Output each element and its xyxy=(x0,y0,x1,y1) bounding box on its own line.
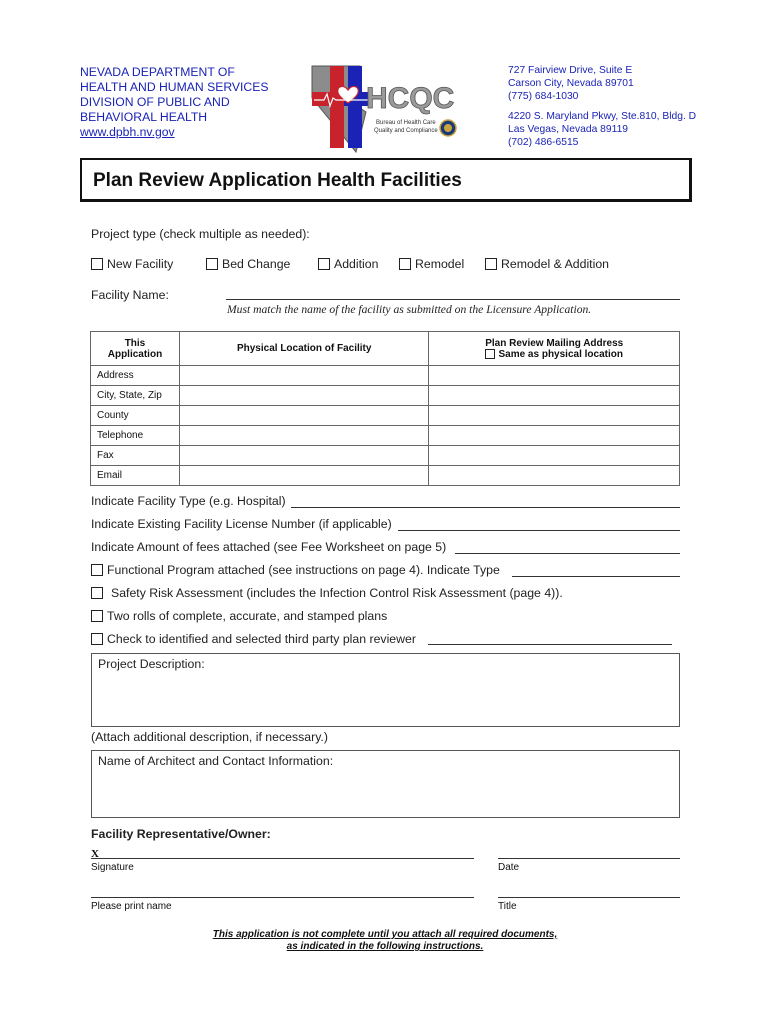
col-this-application: This Application xyxy=(91,332,180,366)
title-field[interactable] xyxy=(498,885,680,898)
fees-field[interactable] xyxy=(455,541,680,554)
website-link[interactable]: www.dpbh.nv.gov xyxy=(80,125,175,139)
print-name-label: Please print name xyxy=(91,901,172,912)
remodel-checkbox[interactable] xyxy=(399,258,411,270)
project-type-label: Project type (check multiple as needed): xyxy=(91,227,310,241)
office2-line-1: 4220 S. Maryland Pkwy, Ste.810, Bldg. D xyxy=(508,111,697,122)
office1-line-2: Carson City, Nevada 89701 xyxy=(508,78,634,89)
representative-heading: Facility Representative/Owner: xyxy=(91,827,271,841)
logo-sub-2: Quality and Compliance xyxy=(374,128,438,134)
same-as-physical-checkbox[interactable] xyxy=(485,349,495,359)
facility-name-note: Must match the name of the facility as submitted on the Licensure Application. xyxy=(227,303,592,316)
department-block xyxy=(80,65,269,140)
mailing-address-cell[interactable] xyxy=(429,366,680,386)
title-box xyxy=(80,158,692,202)
title-label: Title xyxy=(498,901,517,912)
mailing-email-cell[interactable] xyxy=(429,466,680,486)
print-name-field[interactable] xyxy=(91,885,474,898)
dept-line-1: NEVADA DEPARTMENT OF xyxy=(80,65,235,79)
office2-line-2: Las Vegas, Nevada 89119 xyxy=(508,124,629,135)
project-description-label: Project Description: xyxy=(98,657,205,671)
office1-line-3: (775) 684-1030 xyxy=(508,91,579,102)
page-title: Plan Review Application Health Facilities xyxy=(93,170,462,191)
option-addition[interactable]: Addition xyxy=(318,257,378,271)
dept-line-4: BEHAVIORAL HEALTH xyxy=(80,110,208,124)
attach-description-note: (Attach additional description, if necessary.) xyxy=(91,730,328,744)
functional-type-field[interactable] xyxy=(512,564,680,577)
functional-program-checkbox[interactable] xyxy=(91,564,103,576)
table-row xyxy=(91,406,680,426)
signature-label: Signature xyxy=(91,862,134,873)
footer-line-1: This application is not complete until you attach all required documents, xyxy=(212,929,558,940)
facility-type-label: Indicate Facility Type (e.g. Hospital) xyxy=(91,494,286,508)
functional-program-item[interactable]: Functional Program attached (see instructions on page 4). Indicate Type xyxy=(91,563,500,577)
bed-change-checkbox[interactable] xyxy=(206,258,218,270)
row-label: City, State, Zip xyxy=(91,386,180,406)
row-label: Address xyxy=(91,366,180,386)
row-label: Email xyxy=(91,466,180,486)
row-label: Fax xyxy=(91,446,180,466)
facility-name-label: Facility Name: xyxy=(91,288,169,302)
mailing-telephone-cell[interactable] xyxy=(429,426,680,446)
fees-label: Indicate Amount of fees attached (see Fee Worksheet on page 5) xyxy=(91,540,447,554)
col-mailing-address: Plan Review Mailing Address Same as physical location xyxy=(429,332,680,366)
mailing-county-cell[interactable] xyxy=(429,406,680,426)
logo-sub-1: Bureau of Health Care xyxy=(376,120,436,126)
col-physical-location: Physical Location of Facility xyxy=(179,332,429,366)
logo-text: HCQC xyxy=(366,82,455,115)
stamped-plans-checkbox[interactable] xyxy=(91,610,103,622)
option-remodel-addition[interactable]: Remodel & Addition xyxy=(485,257,609,271)
table-row xyxy=(91,446,680,466)
option-bed-change[interactable]: Bed Change xyxy=(206,257,290,271)
option-remodel[interactable]: Remodel xyxy=(399,257,464,271)
table-header-row xyxy=(91,332,680,366)
office-addresses xyxy=(508,64,696,149)
stamped-plans-item[interactable]: Two rolls of complete, accurate, and stamped plans xyxy=(91,609,387,623)
project-description-box[interactable] xyxy=(91,653,680,727)
physical-telephone-cell[interactable] xyxy=(179,426,429,446)
facility-type-field[interactable] xyxy=(291,495,680,508)
physical-address-cell[interactable] xyxy=(179,366,429,386)
safety-risk-checkbox[interactable] xyxy=(91,587,103,599)
table-row xyxy=(91,466,680,486)
date-label: Date xyxy=(498,862,520,873)
license-number-field[interactable] xyxy=(398,518,680,531)
office2-line-3: (702) 486-6515 xyxy=(508,137,579,148)
facility-name-field[interactable] xyxy=(226,286,680,300)
table-row xyxy=(91,366,680,386)
remodel-addition-checkbox[interactable] xyxy=(485,258,497,270)
date-field[interactable] xyxy=(498,846,680,859)
license-number-label: Indicate Existing Facility License Number (if applicable) xyxy=(91,517,392,531)
architect-info-box[interactable] xyxy=(91,750,680,818)
facility-location-table xyxy=(90,331,680,486)
third-party-reviewer-checkbox[interactable] xyxy=(91,633,103,645)
safety-risk-item[interactable]: Safety Risk Assessment (includes the Infection Control Risk Assessment (page 4)). xyxy=(91,586,563,600)
table-row xyxy=(91,426,680,446)
row-label: County xyxy=(91,406,180,426)
third-party-reviewer-field[interactable] xyxy=(428,632,672,645)
addition-checkbox[interactable] xyxy=(318,258,330,270)
table-row xyxy=(91,386,680,406)
third-party-reviewer-item[interactable]: Check to identified and selected third party plan reviewer xyxy=(91,632,416,646)
new-facility-checkbox[interactable] xyxy=(91,258,103,270)
row-label: Telephone xyxy=(91,426,180,446)
office1-line-1: 727 Fairview Drive, Suite E xyxy=(508,65,633,76)
architect-info-label: Name of Architect and Contact Information: xyxy=(98,754,334,768)
mailing-fax-cell[interactable] xyxy=(429,446,680,466)
mailing-city-cell[interactable] xyxy=(429,386,680,406)
footer-note xyxy=(140,929,630,953)
physical-fax-cell[interactable] xyxy=(179,446,429,466)
footer-line-2: as indicated in the following instructions. xyxy=(286,941,484,952)
physical-city-cell[interactable] xyxy=(179,386,429,406)
signature-field[interactable] xyxy=(91,846,474,859)
option-new-facility[interactable]: New Facility xyxy=(91,257,173,271)
signature-x-mark: X xyxy=(91,848,99,860)
physical-email-cell[interactable] xyxy=(179,466,429,486)
hcqc-logo xyxy=(308,62,468,154)
dept-line-2: HEALTH AND HUMAN SERVICES xyxy=(80,80,269,94)
dept-line-3: DIVISION OF PUBLIC AND xyxy=(80,95,230,109)
physical-county-cell[interactable] xyxy=(179,406,429,426)
